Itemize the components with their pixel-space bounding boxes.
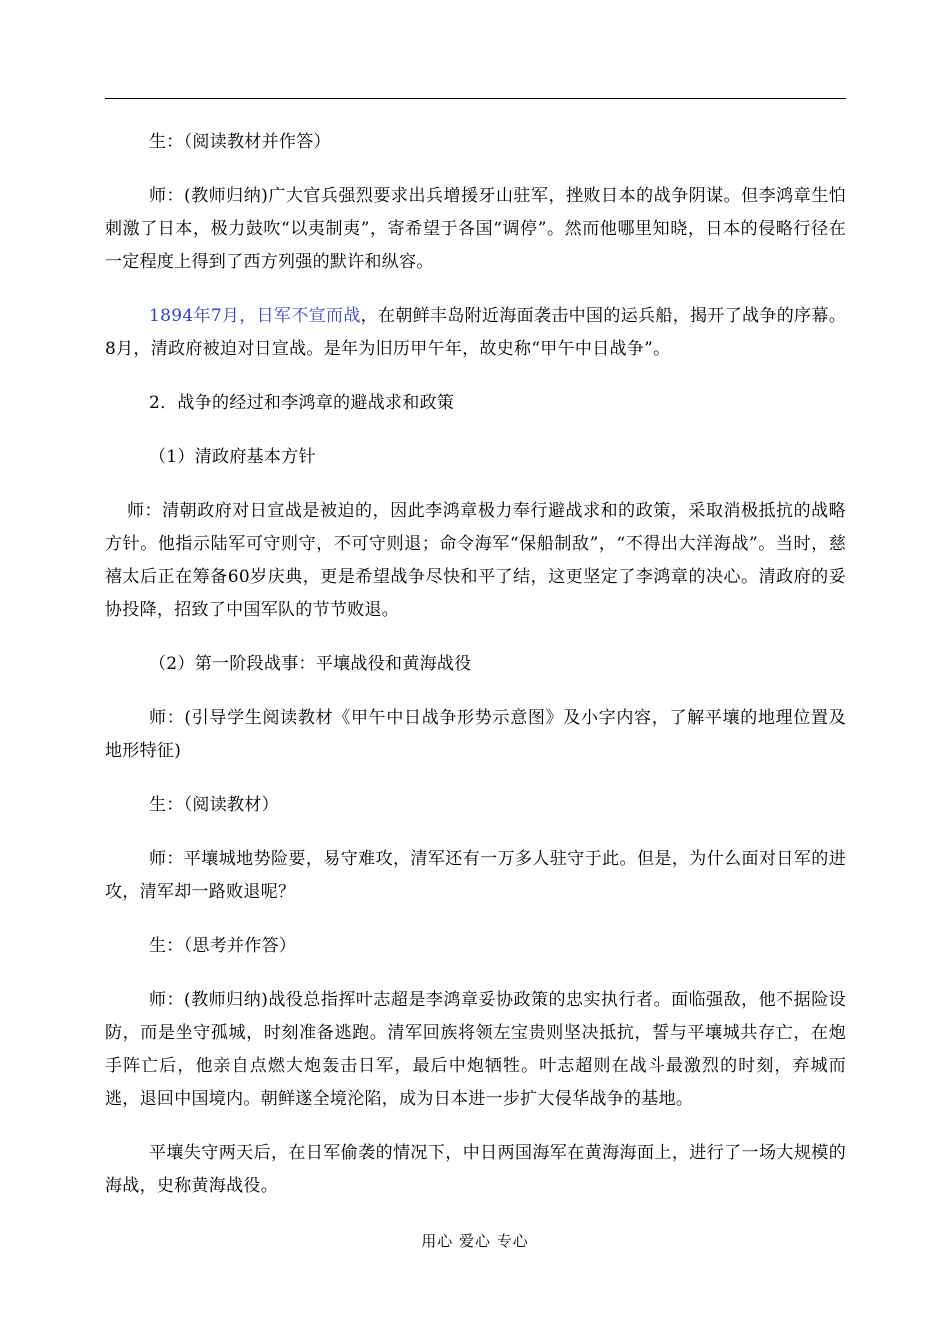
- war-outbreak-paragraph: [105, 300, 846, 366]
- yellow-sea-battle-paragraph: 平壤失守两天后，在日军偷袭的情况下，中日两国海军在黄海海面上，进行了一场大规模的海战，史称黄海战役。: [105, 1143, 846, 1196]
- teacher-policy-paragraph: 师：清朝政府对日宣战是被迫的，因此李鸿章极力奉行避战求和的政策，采取消极抵抗的战略方针。他指示陆军可守则守，不可守则退；命令海军“保船制敌”，“不得出大洋海战”。当时，慈禧太后正在筹备60岁庆典，更是希望战争尽快和平了结，这更坚定了李鸿章的决心。清政府的妥协投降，招致了中国军队的节节败退。: [105, 501, 846, 620]
- subsection-heading-1: （1）清政府基本方针: [149, 447, 316, 467]
- student-response-paragraph: 生：（阅读教材并作答）: [149, 132, 331, 152]
- teacher-question-paragraph: 师：平壤城地势险要，易守难攻，清军还有一万多人驻守于此。但是，为什么面对日军的进攻，清军却一路败退呢？: [105, 849, 846, 902]
- teacher-summary-paragraph: 师：(教师归纳)广大官兵强烈要求出兵增援牙山驻军，挫败日本的战争阴谋。但李鸿章生怕刺激了日本，极力鼓吹“以夷制夷”，寄希望于各国“调停”。然而他哪里知晓，日本的侵略行径在一定程度上得到了西方列强的默许和纵容。: [105, 186, 846, 272]
- section-heading: 2．战争的经过和李鸿章的避战求和政策: [149, 393, 455, 413]
- subsection-heading-2: （2）第一阶段战事：平壤战役和黄海战役: [149, 654, 472, 674]
- teacher-guide-paragraph: 师：(引导学生阅读教材《甲午中日战争形势示意图》及小字内容，了解平壤的地理位置及地形特征): [105, 708, 846, 761]
- teacher-battle-summary-paragraph: 师：(教师归纳)战役总指挥叶志超是李鸿章妥协政策的忠实执行者。面临强敌，他不据险设防，而是坐守孤城，时刻准备逃跑。清军回族将领左宝贵则坚决抵抗，誓与平壤城共存亡，在炮手阵亡后，他亲自点燃大炮轰击日军，最后中炮牺牲。叶志超则在战斗最激烈的时刻，弃城而逃，退回中国境内。朝鲜遂全境沦陷，成为日本进一步扩大侵华战争的基地。: [105, 990, 846, 1109]
- war-outbreak-text: ，在朝鲜丰岛附近海面袭击中国的运兵船，揭开了战争的序幕。8月，清政府被迫对日宣战。是年为旧历甲午年，故史称“甲午中日战争”。: [105, 306, 847, 359]
- page-footer: 用心 爱心 专心: [421, 1232, 529, 1250]
- student-thinking-paragraph: 生：（思考并作答）: [149, 936, 297, 956]
- highlighted-date-text: 1894年7月，日军不宣而战: [149, 306, 361, 326]
- header-rule: [105, 98, 846, 99]
- document-body: [105, 126, 846, 1224]
- student-reading-paragraph: 生：（阅读教材）: [149, 795, 279, 815]
